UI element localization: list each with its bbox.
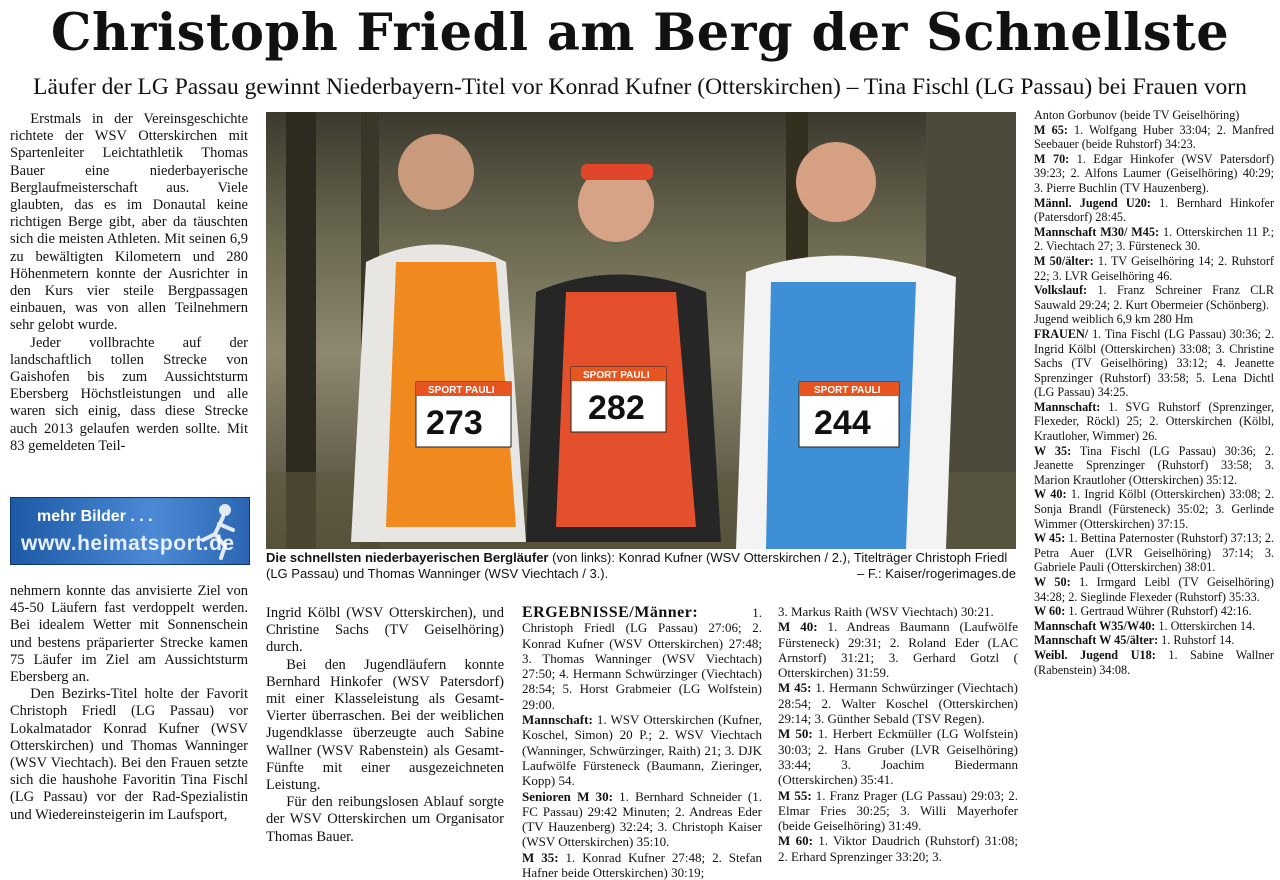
photo-sponsor-label: SPORT PAULI xyxy=(428,385,495,396)
runner-icon xyxy=(195,500,245,560)
result-entry xyxy=(778,680,1018,726)
result-label: M 65: xyxy=(1034,122,1068,137)
result-entry xyxy=(1034,254,1274,283)
results-title: ERGEBNISSE/Männer: xyxy=(522,604,699,621)
result-text: Anton Gorbunov (beide TV Geiselhöring) xyxy=(1034,108,1240,122)
result-entry xyxy=(1034,531,1274,575)
result-entry xyxy=(1034,633,1274,648)
result-label: Mannschaft: xyxy=(1034,399,1101,414)
result-entry xyxy=(1034,648,1274,677)
result-text: 1. WSV Otterskirchen (Kufner, Koschel, Simon) 20 P.; 2. WSV Viechtach (Wanninger, Schwürzinger, Raith) 21; 3. DJK Laufwölfe Fürsteneck (Baumann, Zieringer, Kopp) 54. xyxy=(522,712,762,789)
result-text: 1. Tina Fischl (LG Passau) 30:36; 2. Ingrid Kölbl (Otterskirchen) 33:08; 3. Christine Sachs (TV Geiselhöring) 33:12; 4. Jeanette Sprenzinger (Ruhstorf) 33:58; 5. Lena Dichtl (LG Passau) 34:25. xyxy=(1034,326,1274,400)
article-paragraph: Für den reibungslosen Ablauf sorgte der WSV Otterskirchen um Organisator Thomas Bauer. xyxy=(266,794,504,845)
article-column-1-continued xyxy=(10,583,248,824)
result-label: Männl. Jugend U20: xyxy=(1034,195,1151,210)
result-entry xyxy=(778,788,1018,834)
promo-url-brand: heimatsport xyxy=(77,532,203,555)
result-text: 1. Gertraud Wührer (Ruhstorf) 42:16. xyxy=(1065,604,1252,619)
result-text: 1. Irmgard Leibl (TV Geiselhöring) 34:28; 2. Sieglinde Flexeder (Ruhstorf) 35:33. xyxy=(1034,575,1274,604)
result-text: 1. Herbert Eckmüller (LG Wolfstein) 30:03; 2. Hans Gruber (LVR Geiselhöring) 33:44; 3. Joachim Biedermann (Otterskirchen) 35:41. xyxy=(778,726,1018,788)
result-text: 1. Konrad Kufner 27:48; 2. Stefan Hafner beide Otterskirchen) 30:19; xyxy=(522,849,762,880)
result-entry xyxy=(1034,400,1274,444)
result-text: 1. Edgar Hinkofer (WSV Patersdorf) 39:23; 2. Alfons Laumer (Geiselhöring) 40:29; 3. Pierre Buchlin (TV Hauzenberg). xyxy=(1034,151,1275,195)
result-label: W 45: xyxy=(1034,531,1066,546)
result-label: Weibl. Jugend U18: xyxy=(1034,647,1156,662)
result-entry xyxy=(1034,604,1274,619)
result-label: W 35: xyxy=(1034,443,1072,458)
result-entry xyxy=(522,605,762,712)
result-entry xyxy=(778,833,1018,864)
results-column-2 xyxy=(778,604,1018,864)
result-entry xyxy=(1034,575,1274,604)
photo-caption-bold: Die schnellsten niederbayerischen Bergläufer xyxy=(266,550,549,565)
bib-number: 273 xyxy=(426,404,483,442)
result-text: 1. Otterskirchen 14. xyxy=(1155,618,1256,633)
promo-url-prefix: www. xyxy=(21,532,78,555)
result-entry xyxy=(1034,312,1274,327)
subheadline: Läufer der LG Passau gewinnt Niederbayern-Titel vor Konrad Kufner (Otterskirchen) – Tina Fischl (LG Passau) bei Frauen vorn xyxy=(33,74,1247,100)
photo-sponsor-label: SPORT PAULI xyxy=(583,370,650,381)
result-text: 1. Franz Schreiner Franz CLR Sauwald 29:24; 2. Kurt Obermeier (Schönberg). xyxy=(1034,283,1274,312)
result-entry xyxy=(1034,196,1274,225)
result-entry xyxy=(1034,619,1274,634)
result-text: 1. Sabine Wallner (Rabenstein) 34:08. xyxy=(1034,647,1274,677)
photo-illustration xyxy=(266,112,1016,549)
result-text: 1. Bernhard Schneider (1. FC Passau) 29:42 Minuten; 2. Andreas Eder (TV Hauzenberg) 32:24; 3. Christoph Kaiser (WSV Otterskirchen) 35:10. xyxy=(522,788,762,850)
article-paragraph: Den Bezirks-Titel holte der Favorit Christoph Friedl (LG Passau) vor Lokalmatador Konrad Kufner (WSV Otterskirchen) und Thomas Wanninger (WSV Viechtach). Bei den Frauen setzte sich die haushohe Favoritin Tina Fischl (LG Passau) vor der Rad-Spezialistin und Wiedereinsteigerin im Laufsport, xyxy=(10,686,248,823)
article-paragraph: Jeder vollbrachte auf der landschaftlich tollen Strecke von Gaishofen bis zum Aussichtsturm Ebersberg Höchstleistungen und alle waren sich einig, dass diese Strecke auch 2013 gelaufen werden sollte. Mit 83 gemeldeten Teil- xyxy=(10,334,248,454)
result-label: W 40: xyxy=(1034,487,1067,502)
result-entry xyxy=(1034,108,1274,123)
bib-number: 282 xyxy=(588,389,645,427)
result-text: 3. Markus Raith (WSV Viechtach) 30:21. xyxy=(778,604,994,619)
result-entry xyxy=(778,604,1018,619)
photo-caption-text: (von links): Konrad Kufner (WSV Otterskirchen / 2.), Titelträger Christoph Friedl (LG Passau) und Thomas Wanninger (WSV Viechtach / 3.). xyxy=(266,550,1008,581)
result-label: M 70: xyxy=(1034,151,1070,166)
result-text: 1. SVG Ruhstorf (Sprenzinger, Flexeder, Röckl) 25; 2. Otterskirchen (Kölbl, Krautloher, Wimmer) 26. xyxy=(1034,399,1274,444)
result-label: FRAUEN/ xyxy=(1034,326,1089,341)
result-entry xyxy=(1034,444,1274,488)
result-label: W 50: xyxy=(1034,575,1071,589)
result-entry xyxy=(1034,225,1274,254)
heimatsport-promo-link[interactable] xyxy=(10,497,250,565)
result-entry xyxy=(522,850,762,880)
headline: Christoph Friedl am Berg der Schnellste xyxy=(50,3,1230,63)
article-paragraph: Erstmals in der Vereinsgeschichte richtete der WSV Otterskirchen mit Spartenleiter Leichtathletik Thomas Bauer eine niederbayerische Berglaufmeisterschaft aus. Viele glaubten, das es im Donautal keine richtigen Berge gibt, aber da täuschten sich die meisten Athleten. Mit seinen 6,9 zu bewältigten Kilometern und 280 Höhenmetern konnte der Ausrichter in den Kurs vier steile Bergpassagen einbauen, was von allen Teilnehmern sehr gelobt wurde. xyxy=(10,111,248,334)
result-label: M 35: xyxy=(522,849,559,865)
result-label: Volkslauf: xyxy=(1034,283,1088,298)
result-label: M 60: xyxy=(778,833,813,849)
article-column-1 xyxy=(10,111,248,455)
promo-url-suffix: .de xyxy=(202,532,235,555)
result-entry xyxy=(1034,123,1274,152)
result-text: Jugend weiblich 6,9 km 280 Hm xyxy=(1034,312,1194,327)
result-text: Tina Fischl (LG Passau) 30:36; 2. Jeanette Sprenzinger (Ruhstorf) 33:58; 3. Marion Krautloher (Otterskirchen) 35:12. xyxy=(1034,443,1274,487)
result-entry xyxy=(1034,152,1274,196)
photo-sponsor-label: SPORT PAULI xyxy=(814,385,881,396)
result-label: Mannschaft: xyxy=(522,712,593,728)
result-entry xyxy=(522,789,762,850)
result-text: 1. Christoph Friedl (LG Passau) 27:06; 2. Konrad Kufner (WSV Otterskirchen) 27:48; 3. Thomas Wanninger (WSV Viechtach) 27:50; 4. Hermann Schwürzinger (Viechtach) 28:54; 5. Horst Grabmeier (LG Wolfstein) 29:00. xyxy=(522,605,762,712)
result-label: M 40: xyxy=(778,619,818,635)
photo-credit: – F.: Kaiser/rogerimages.de xyxy=(857,566,1016,581)
photo-caption xyxy=(266,550,1016,582)
result-entry xyxy=(1034,327,1274,400)
bib-number: 244 xyxy=(814,404,871,442)
result-text: 1. Ingrid Kölbl (Otterskirchen) 33:08; 2. Sonja Brandl (Fürsteneck) 35:02; 3. Gerlinde Wimmer (Otterskirchen) 37:15. xyxy=(1034,487,1275,531)
result-label: W 60: xyxy=(1034,604,1066,619)
result-entry xyxy=(1034,487,1274,531)
result-label: M 50: xyxy=(778,726,813,742)
results-column-1 xyxy=(522,605,762,880)
article-paragraph: Bei den Jugendläufern konnte Bernhard Hinkofer (WSV Patersdorf) mit einer Klasseleistung als Gesamt-Vierter überraschen. Bei der weiblichen Jugendklasse überzeugte auch Sabine Wallner (WSV Rabenstein) als Gesamt-Fünfte mit einer ausgezeichneten Leistung. xyxy=(266,656,504,794)
result-label: M 45: xyxy=(778,680,812,696)
result-text: 1. Viktor Daudrich (Ruhstorf) 31:08; 2. Erhard Sprenzinger 33:20; 3. xyxy=(778,833,1018,864)
result-label: Senioren M 30: xyxy=(522,788,613,804)
result-text: 1. Wolfgang Huber 33:04; 2. Manfred Seebauer (beide Ruhstorf) 34:23. xyxy=(1034,122,1274,152)
article-paragraph: Ingrid Kölbl (WSV Otterskirchen), und Christine Sachs (TV Geiselhöring) durch. xyxy=(266,605,504,656)
result-text: 1. TV Geiselhöring 14; 2. Ruhstorf 22; 3. LVR Geiselhöring 46. xyxy=(1034,253,1274,283)
result-text: 1. Bettina Paternoster (Ruhstorf) 37:13; 2. Petra Auer (LVR Geiselhöring) 37:14; 3. Gabriele Pauli (Otterskirchen) 38:01. xyxy=(1034,531,1274,575)
result-entry xyxy=(1034,283,1274,312)
article-column-2 xyxy=(266,605,504,846)
promo-line-1: mehr Bilder . . . xyxy=(37,508,153,525)
result-label: Mannschaft W35/W40: xyxy=(1034,618,1156,633)
result-label: M 55: xyxy=(778,787,812,803)
result-text: 1. Bernhard Hinkofer (Patersdorf) 28:45. xyxy=(1034,195,1274,225)
results-column-3 xyxy=(1034,108,1274,677)
article-paragraph: nehmern konnte das anvisierte Ziel von 45-50 Läufern fast verdoppelt werden. Bei idealem Wetter mit Sonnenschein und bestens präparierter Strecke kamen 75 Läufer im Ziel am Aussichtsturm Ebersberg an. xyxy=(10,583,248,686)
result-text: 1. Ruhstorf 14. xyxy=(1158,633,1235,648)
result-text: 1. Franz Prager (LG Passau) 29:03; 2. Elmar Fries 30:25; 3. Willi Mayerhofer (beide Geiselhöring) 31:49. xyxy=(778,787,1018,834)
result-text: 1. Andreas Baumann (Laufwölfe Fürsteneck) 29:31; 2. Roland Eder (LAC Arnstorf) 31:21; 3. Gerhard Gotzl ( Otterskirchen) 31:59. xyxy=(778,619,1019,681)
photo-three-runners xyxy=(266,112,1016,549)
result-text: 1. Otterskirchen 11 P.; 2. Viechtach 27; 3. Fürsteneck 30. xyxy=(1034,224,1274,254)
result-entry xyxy=(778,619,1018,680)
result-text: 1. Hermann Schwürzinger (Viechtach) 28:54; 2. Walter Koschel (Otterskirchen) 29:14; 3. Günther Sebald (TSV Regen). xyxy=(778,680,1018,727)
result-entry xyxy=(778,726,1018,787)
result-entry xyxy=(522,712,762,788)
result-label: Mannschaft M30/ M45: xyxy=(1034,224,1160,239)
result-label: M 50/älter: xyxy=(1034,253,1094,268)
result-label: Mannschaft W 45/älter: xyxy=(1034,633,1159,648)
